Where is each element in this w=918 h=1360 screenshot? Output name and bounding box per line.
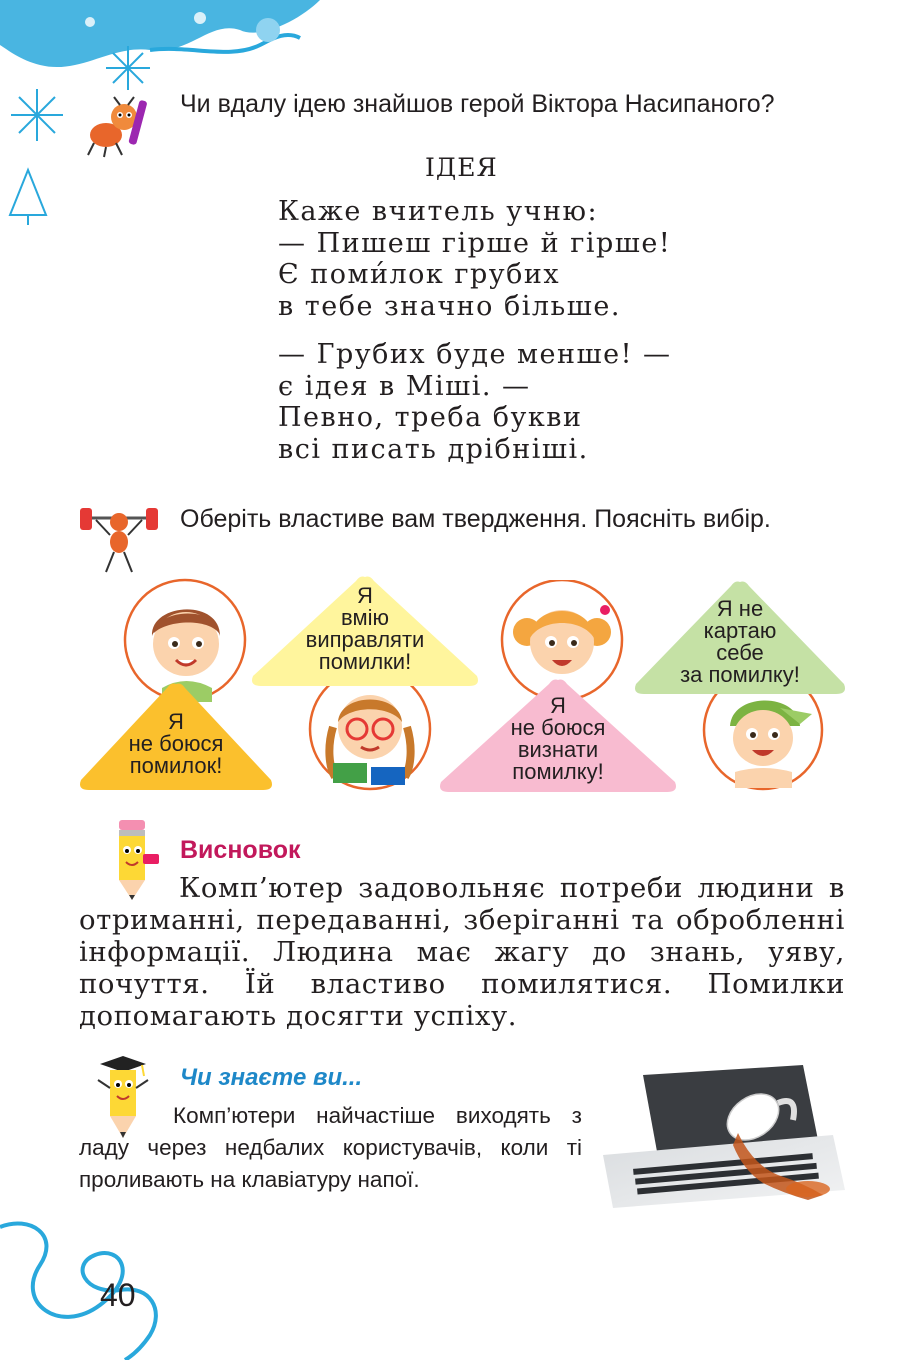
poem-line: — Пишеш гірше й гірше! [278, 227, 672, 259]
task-question: Оберіть властиве вам твердження. Поясніть вибір. [180, 505, 771, 533]
spilled-cup-laptop-photo [603, 1065, 845, 1208]
statement-line: визнати [517, 737, 599, 762]
poem-stanza-1 [278, 196, 671, 322]
did-you-know-body: Комп’ютери найчастіше виходять з ладу через недбалих користувачів, коли ті проливають на клавіатуру напої. [79, 1103, 582, 1192]
poem-line: Є поми́лок грубих [278, 259, 561, 290]
conclusion-text [79, 872, 845, 1032]
statement-line: Я [168, 709, 184, 734]
ant-weightlifter-mascot [78, 500, 160, 575]
poem-line: — Грубих буде менше! — [278, 339, 672, 370]
statement-line: картаю [703, 618, 777, 643]
conclusion-heading: Висновок [180, 836, 301, 864]
statement-line: Я [357, 583, 373, 608]
statement-line: помилок! [129, 753, 223, 778]
statement-text-4 [632, 598, 848, 686]
statement-line: не боюся [510, 715, 606, 740]
statement-text-2 [249, 585, 481, 673]
poem-title: ІДЕЯ [425, 153, 498, 182]
statement-line: вмію [341, 605, 389, 630]
did-you-know-heading: Чи знаєте ви... [180, 1064, 363, 1091]
statement-line: помилку! [512, 759, 604, 784]
poem-line: Каже вчитель учню: [278, 196, 599, 227]
poem-stanza-2 [278, 339, 672, 465]
poem-line: в тебе значно більше. [278, 290, 621, 322]
statement-text-3 [437, 695, 679, 783]
poem-line: є ідея в Міші. — [278, 370, 531, 402]
poem-line: Певно, треба букви [278, 402, 583, 433]
statement-line: себе [716, 640, 764, 665]
intro-question: Чи вдалу ідею знайшов герой Віктора Насипаного? [180, 90, 775, 118]
conclusion-body: Комп’ютер задовольняє потреби людини в отриманні, передаванні, зберіганні та обробленні інформації. Людина має жагу до знань, уяву, почуття. Їй властиво помилятися. Помилки допомагають досягти успіху. [79, 872, 845, 1032]
page-number: 40 [100, 1277, 136, 1313]
statement-line: помилки! [318, 649, 412, 674]
poem-line: всі писать дрібніші. [278, 433, 589, 465]
statement-line: не боюся [128, 731, 224, 756]
statement-line: Я не [716, 596, 764, 621]
statement-line: Я [550, 693, 566, 718]
statement-line: за помилку! [680, 662, 800, 687]
statement-text-1 [77, 711, 275, 777]
swirl-decoration [0, 1215, 180, 1360]
statement-line: виправляти [305, 627, 425, 652]
did-you-know-text [79, 1100, 582, 1196]
ant-pencil-mascot [80, 95, 150, 160]
